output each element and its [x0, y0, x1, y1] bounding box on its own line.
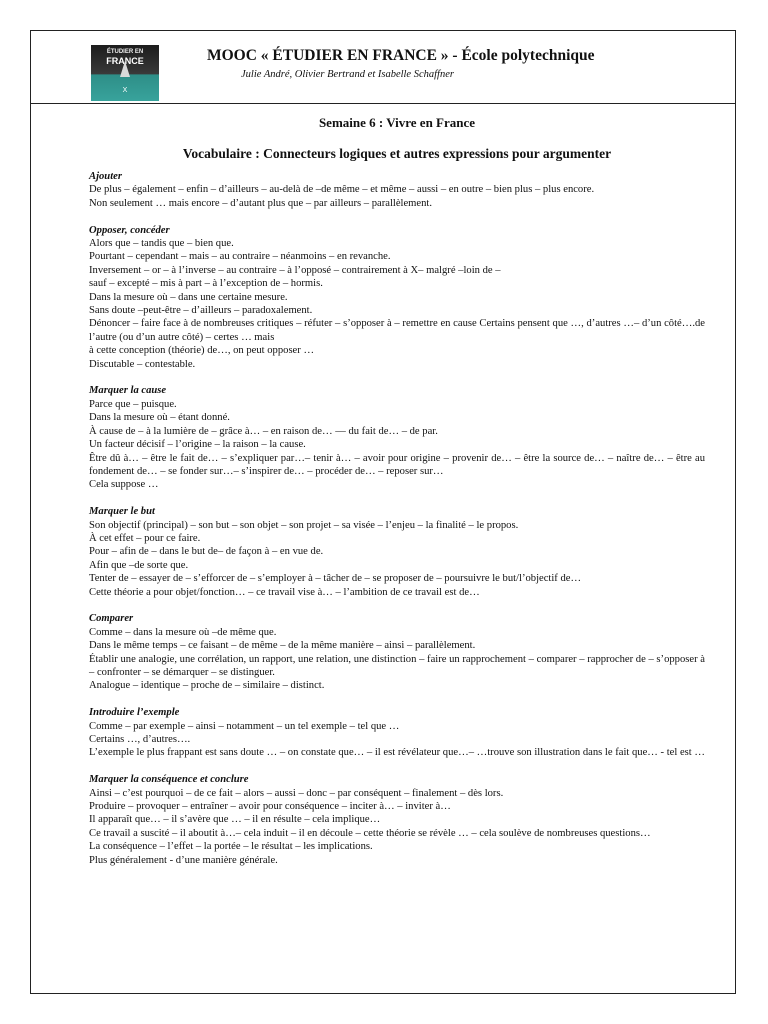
section-line: Pourtant – cependant – mais – au contraire – néanmoins – en revanche.	[89, 251, 391, 263]
section-heading: Marquer la cause	[89, 385, 167, 397]
section-line: À cet effet – pour ce faire.	[89, 532, 201, 544]
logo-text-main: FRANCE	[106, 56, 144, 66]
section-line: Non seulement … mais encore – d’autant plus que – par ailleurs – parallèlement.	[89, 197, 433, 209]
section-line: Cela suppose …	[89, 479, 159, 491]
section-line: Établir une analogie, une corrélation, un rapport, une relation, une distinction – faire un rapprochement – comparer – rapprocher de – s’opposer à – confronter – se démarquer – se distinguer.	[89, 653, 705, 678]
page-frame	[30, 30, 736, 994]
vocab-section	[89, 170, 705, 210]
section-line: Afin que –de sorte que.	[89, 559, 189, 571]
vocab-section	[89, 224, 705, 371]
section-line: Cette théorie a pour objet/fonction… – ce travail vise à… – l’ambition de ce travail est de…	[89, 586, 480, 598]
section-line: Dénoncer – faire face à de nombreuses critiques – réfuter – s’opposer à – remettre en cause Certains pensent que …, d’autres …– d’un côté….de l’autre (ou d’un autre côté) – certes … mais	[89, 318, 705, 343]
section-heading: Marquer la conséquence et conclure	[89, 774, 249, 786]
vocab-section	[89, 773, 705, 867]
section-heading: Introduire l’exemple	[89, 707, 180, 719]
week-title: Semaine 6 : Vivre en France	[318, 115, 476, 130]
section-line: Comme – par exemple – ainsi – notamment – un tel exemple – tel que …	[89, 720, 400, 732]
logo-text-top: ÉTUDIER EN	[106, 49, 144, 55]
vocab-section	[89, 384, 705, 491]
section-line: Dans la mesure où – dans une certaine mesure.	[89, 291, 288, 303]
mooc-logo	[91, 45, 159, 101]
section-line: Alors que – tandis que – bien que.	[89, 238, 234, 250]
section-line: L’exemple le plus frappant est sans doute … – on constate que… – il est révélateur que…– …trouve son illustration dans le fait que… - tel est …	[89, 747, 705, 759]
section-line: Analogue – identique – proche de – similaire – distinct.	[89, 680, 325, 692]
vocab-section	[89, 612, 705, 692]
vocabulary-title: Vocabulaire : Connecteurs logiques et autres expressions pour argumenter	[182, 146, 612, 161]
section-line: Un facteur décisif – l’origine – la raison – la cause.	[89, 439, 306, 451]
vocab-section	[89, 706, 705, 760]
sections-container	[89, 170, 705, 867]
logo-mark: X	[122, 87, 128, 94]
section-line: Son objectif (principal) – son but – son objet – son projet – sa visée – l’enjeu – la finalité – le propos.	[89, 519, 519, 531]
vocab-section	[89, 505, 705, 599]
section-line: Produire – provoquer – entraîner – avoir pour conséquence – inciter à… – inviter à…	[89, 801, 451, 812]
section-line: Parce que – puisque.	[89, 398, 177, 410]
section-line: Plus généralement - d’une manière générale.	[89, 854, 278, 866]
section-line: De plus – également – enfin – d’ailleurs – au-delà de –de même – et même – aussi – en outre – bien plus – plus encore.	[89, 184, 595, 196]
section-line: Inversement – or – à l’inverse – au contraire – à l’opposé – contrairement à X– malgré –loin de –	[89, 264, 501, 276]
section-heading: Comparer	[89, 613, 134, 625]
section-line: Certains …, d’autres….	[89, 733, 191, 745]
section-heading: Ajouter	[89, 171, 122, 182]
section-line: Dans le même temps – ce faisant – de même – de la même manière – ainsi – parallèlement.	[89, 640, 476, 652]
document-body	[89, 115, 705, 880]
header	[31, 31, 735, 104]
section-line: sauf – excepté – mis à part – à l’exception de – hormis.	[89, 278, 323, 290]
section-line: Tenter de – essayer de – s’efforcer de – s’employer à – tâcher de – se proposer de – poursuivre le but/l’objectif de…	[89, 573, 582, 585]
section-line: Comme – dans la mesure où –de même que.	[89, 626, 277, 638]
section-line: À cause de – à la lumière de – grâce à… – en raison de… –– du fait de… – de par.	[89, 425, 438, 437]
section-line: Ainsi – c’est pourquoi – de ce fait – alors – aussi – donc – par conséquent – finalement – dès lors.	[89, 787, 504, 799]
course-authors: Julie André, Olivier Bertrand et Isabelle Schaffner	[241, 69, 454, 80]
eiffel-tower-icon	[120, 61, 130, 77]
section-line: Pour – afin de – dans le but de– de façon à – en vue de.	[89, 546, 324, 558]
section-heading: Marquer le but	[89, 506, 155, 518]
section-line: Discutable – contestable.	[89, 358, 196, 370]
section-heading: Opposer, concéder	[89, 224, 170, 236]
section-line: Il apparaît que… – il s’avère que … – il en résulte – cela implique…	[89, 814, 381, 826]
section-line: à cette conception (théorie) de…, on peut opposer …	[89, 345, 315, 357]
section-line: Ce travail a suscité – il aboutit à…– cela induit – il en découle – cette théorie se révèle … – cela soulève de nombreuses questions…	[89, 827, 651, 839]
course-title: MOOC « ÉTUDIER EN FRANCE » - École polytechnique	[207, 47, 595, 64]
section-line: Sans doute –peut-être – d’ailleurs – paradoxalement.	[89, 305, 313, 317]
section-line: Dans la mesure où – étant donné.	[89, 412, 230, 424]
section-line: La conséquence – l’effet – la portée – le résultat – les implications.	[89, 841, 373, 853]
section-line: Être dû à… – être le fait de… – s’expliquer par…– tenir à… – avoir pour origine – provenir de… – être la source de… – naître de… – être au fondement de… – se fonder sur…– s’inspirer de… – procéder de… – reposer sur…	[89, 452, 705, 477]
